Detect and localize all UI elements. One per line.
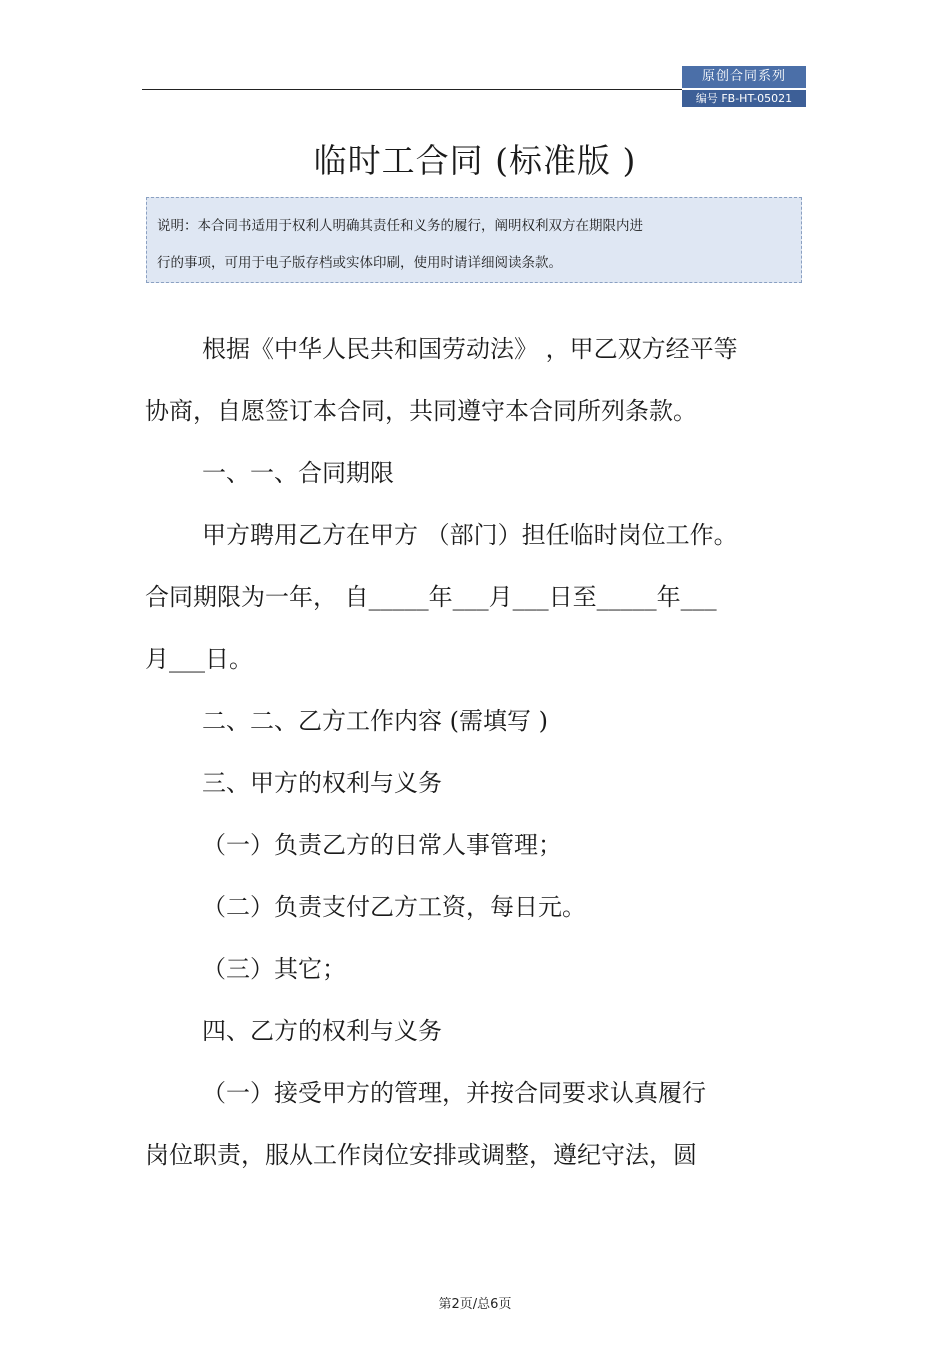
section-2-heading: 二、二、乙方工作内容 (需填写 ): [202, 707, 548, 735]
series-badge: [682, 66, 806, 107]
series-title: 原创合同系列: [682, 66, 806, 88]
page-indicator: 第2页/总6页: [438, 1297, 512, 1312]
header-rule: [142, 89, 682, 90]
series-code: 编号 FB-HT-05021: [682, 90, 806, 107]
section-4-item-1-line-2: 岗位职责，服从工作岗位安排或调整，遵纪守法，圆: [145, 1141, 697, 1169]
section-3-item-3: （三）其它；: [202, 955, 346, 983]
usage-note-line-2: 行的事项，可用于电子版存档或实体印刷，使用时请详细阅读条款。: [157, 255, 562, 271]
section-4-item-1-line-1: （一）接受甲方的管理，并按合同要求认真履行: [202, 1079, 706, 1107]
usage-note-line-1: 说明：本合同书适用于权利人明确其责任和义务的履行，阐明权利双方在期限内进: [157, 218, 643, 234]
document-title: 临时工合同 (标准版 ): [313, 141, 637, 180]
contract-body: [145, 318, 810, 1186]
section-1-line-1: 甲方聘用乙方在甲方 （部门）担任临时岗位工作。: [202, 521, 738, 549]
preamble-line-1: 根据《中华人民共和国劳动法》 ，甲乙双方经平等: [202, 335, 738, 363]
section-1-line-2: 合同期限为一年， 自_____年___月___日至_____年___: [145, 583, 717, 611]
section-3-item-2: （二）负责支付乙方工资，每日元。: [202, 893, 586, 921]
section-1-line-3: 月___日。: [145, 645, 253, 673]
section-4-heading: 四、乙方的权利与义务: [202, 1017, 442, 1045]
preamble-line-2: 协商，自愿签订本合同，共同遵守本合同所列条款。: [145, 397, 697, 425]
section-1-heading: 一、一、合同期限: [202, 459, 394, 487]
usage-note: [146, 197, 802, 283]
section-3-heading: 三、甲方的权利与义务: [202, 769, 442, 797]
section-3-item-1: （一）负责乙方的日常人事管理；: [202, 831, 562, 859]
